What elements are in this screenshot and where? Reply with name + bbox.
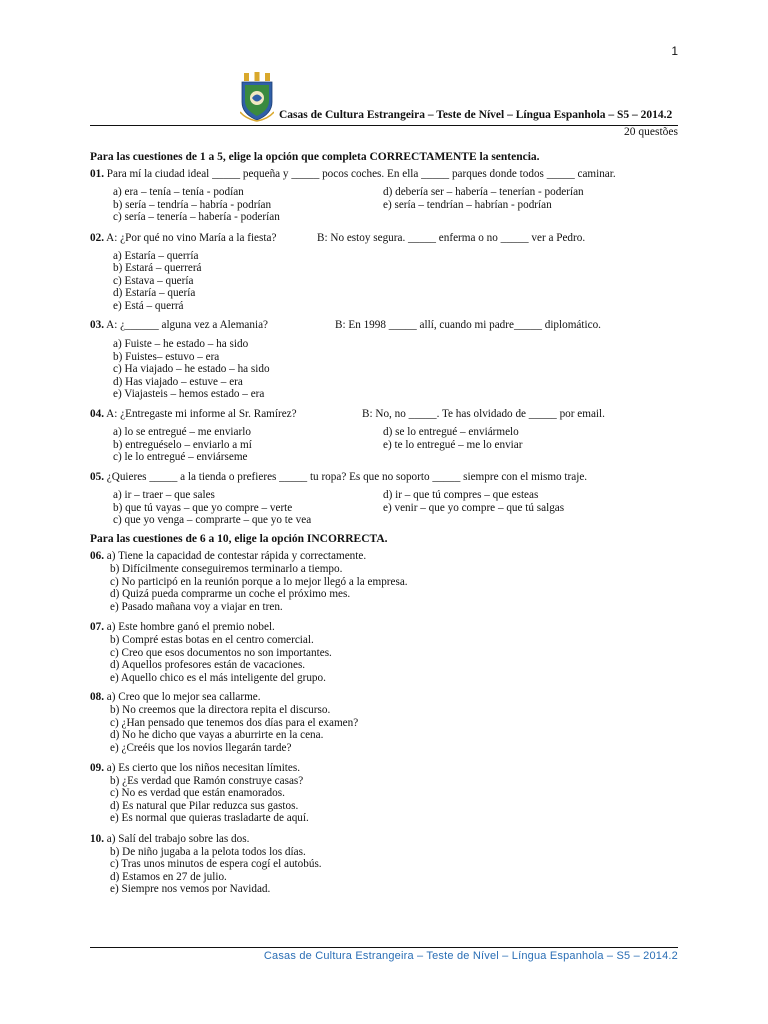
question-number: 10. <box>90 833 104 845</box>
question-text: A: ¿Entregaste mi informe al Sr. Ramírez? <box>106 408 297 420</box>
question-01-option-c: c) sería – tenería – habería - poderían <box>113 211 280 223</box>
option-text: a) Es cierto que los niños necesitan límites. <box>106 762 301 774</box>
question-04-option-e: e) te lo entregué – me lo enviar <box>383 439 523 451</box>
question-02-option-a: a) Estaría – querría <box>113 250 199 262</box>
question-number: 03. <box>90 319 104 331</box>
question-text: A: ¿Por qué no vino María a la fiesta? <box>106 232 277 244</box>
question-01-option-b: b) sería – tendría – habría - podrían <box>113 199 272 211</box>
question-10-option-b: b) De niño jugaba a la pelota todos los días. <box>110 846 306 858</box>
header-divider <box>90 125 678 126</box>
question-05-option-d: d) ir – que tú compres – que esteas <box>383 489 539 501</box>
question-06-option-b: b) Difícilmente conseguiremos terminarlo a tiempo. <box>110 563 343 575</box>
question-03-option-a: a) Fuiste – he estado – ha sido <box>113 338 249 350</box>
question-03-option-b: b) Fuistes– estuvo – era <box>113 351 220 363</box>
question-number: 04. <box>90 408 104 420</box>
section-instruction-2: Para las cuestiones de 6 a 10, elige la opción INCORRECTA. <box>90 533 388 545</box>
page-number: 1 <box>671 44 678 58</box>
question-10-option-a <box>90 833 249 846</box>
question-01-option-d: d) debería ser – habería – tenerían - poderían <box>383 186 584 198</box>
question-09-option-a <box>90 762 300 775</box>
question-07-option-d: d) Aquellos profesores están de vacaciones. <box>110 659 306 671</box>
option-text: a) Tiene la capacidad de contestar rápida y correctamente. <box>106 550 367 562</box>
question-04-option-b: b) entreguéselo – enviarlo a mí <box>113 439 252 451</box>
question-06-option-a <box>90 550 366 563</box>
question-08-option-b: b) No creemos que la directora repita el discurso. <box>110 704 331 716</box>
question-number: 06. <box>90 550 104 562</box>
question-text: A: ¿______ alguna vez a Alemania? <box>106 319 269 331</box>
footer-text: Casas de Cultura Estrangeira – Teste de Nível – Língua Espanhola – S5 – 2014.2 <box>263 950 678 962</box>
question-07-option-b: b) Compré estas botas en el centro comercial. <box>110 634 314 646</box>
question-05-option-c: c) que yo venga – comprarte – que yo te vea <box>113 514 312 526</box>
question-number: 09. <box>90 762 104 774</box>
university-crest-icon <box>240 72 274 122</box>
question-05-option-b: b) que tú vayas – que yo compre – verte <box>113 502 293 514</box>
question-02-option-d: d) Estaría – quería <box>113 287 196 299</box>
question-03-option-c: c) Ha viajado – he estado – ha sido <box>113 363 270 375</box>
question-02-option-c: c) Estava – quería <box>113 275 194 287</box>
question-08-option-a <box>90 691 261 704</box>
question-09-option-c: c) No es verdad que están enamorados. <box>110 787 285 799</box>
question-04-option-a: a) lo se entregué – me enviarlo <box>113 426 251 438</box>
question-10-option-d: d) Estamos en 27 de julio. <box>110 871 227 883</box>
question-text: ¿Quieres _____ a la tienda o prefieres _____ tu ropa? Es que no soporto _____ siempre con el mismo traje. <box>106 471 588 483</box>
question-01-option-a: a) era – tenía – tenía - podían <box>113 186 244 198</box>
question-02-reply: B: No estoy segura. _____ enferma o no _____ ver a Pedro. <box>317 232 586 244</box>
question-04-option-d: d) se lo entregué – enviármelo <box>383 426 519 438</box>
option-text: a) Creo que lo mejor sea callarme. <box>106 691 261 703</box>
question-05-option-e: e) venir – que yo compre – que tú salgas <box>383 502 565 514</box>
question-09-option-b: b) ¿Es verdad que Ramón construye casas? <box>110 775 304 787</box>
question-03-option-e: e) Viajasteis – hemos estado – era <box>113 388 265 400</box>
question-number: 05. <box>90 471 104 483</box>
question-09-option-d: d) Es natural que Pilar reduzca sus gastos. <box>110 800 299 812</box>
question-08-option-e: e) ¿Creéis que los novios llegarán tarde? <box>110 742 292 754</box>
option-text: a) Este hombre ganó el premio nobel. <box>106 621 275 633</box>
question-07-option-a <box>90 621 275 634</box>
question-number: 08. <box>90 691 104 703</box>
question-text: Para mí la ciudad ideal _____ pequeña y _____ pocos coches. En ella _____ parques donde todos _____ caminar. <box>106 168 616 180</box>
option-text: a) Salí del trabajo sobre las dos. <box>106 833 250 845</box>
question-01-option-e: e) sería – tendrían – habrían - podrían <box>383 199 552 211</box>
question-09-option-e: e) Es normal que quieras trasladarte de aquí. <box>110 812 309 824</box>
question-06-option-c: c) No participó en la reunión porque a lo mejor llegó a la empresa. <box>110 576 408 588</box>
question-04-reply: B: No, no _____. Te has olvidado de _____ por email. <box>362 408 605 420</box>
section-instruction-1: Para las cuestiones de 1 a 5, elige la opción que completa CORRECTAMENTE la sentencia. <box>90 151 540 163</box>
question-05-stem <box>90 471 587 484</box>
question-03-stem <box>90 319 268 332</box>
question-01-stem <box>90 168 616 181</box>
question-03-option-d: d) Has viajado – estuve – era <box>113 376 243 388</box>
question-02-option-b: b) Estará – querrerá <box>113 262 202 274</box>
question-08-option-d: d) No he dicho que vayas a aburrirte en la cena. <box>110 729 324 741</box>
question-04-stem <box>90 408 297 421</box>
question-07-option-c: c) Creo que esos documentos no son importantes. <box>110 647 332 659</box>
question-number: 07. <box>90 621 104 633</box>
question-10-option-e: e) Siempre nos vemos por Navidad. <box>110 883 271 895</box>
question-03-reply: B: En 1998 _____ allí, cuando mi padre_____ diplomático. <box>335 319 601 331</box>
question-count: 20 questões <box>624 126 678 138</box>
question-number: 02. <box>90 232 104 244</box>
question-05-option-a: a) ir – traer – que sales <box>113 489 215 501</box>
question-06-option-e: e) Pasado mañana voy a viajar en tren. <box>110 601 283 613</box>
question-number: 01. <box>90 168 104 180</box>
header-title: Casas de Cultura Estrangeira – Teste de Nível – Língua Espanhola – S5 – 2014.2 <box>279 109 673 121</box>
question-10-option-c: c) Tras unos minutos de espera cogí el autobús. <box>110 858 322 870</box>
footer-divider <box>90 947 678 948</box>
question-06-option-d: d) Quizá pueda comprarme un coche el próximo mes. <box>110 588 351 600</box>
question-04-option-c: c) le lo entregué – enviárseme <box>113 451 248 463</box>
question-08-option-c: c) ¿Han pensado que tenemos dos días para el examen? <box>110 717 359 729</box>
question-02-stem <box>90 232 276 245</box>
question-07-option-e: e) Aquello chico es el más inteligente del grupo. <box>110 672 326 684</box>
question-02-option-e: e) Está – querrá <box>113 300 184 312</box>
